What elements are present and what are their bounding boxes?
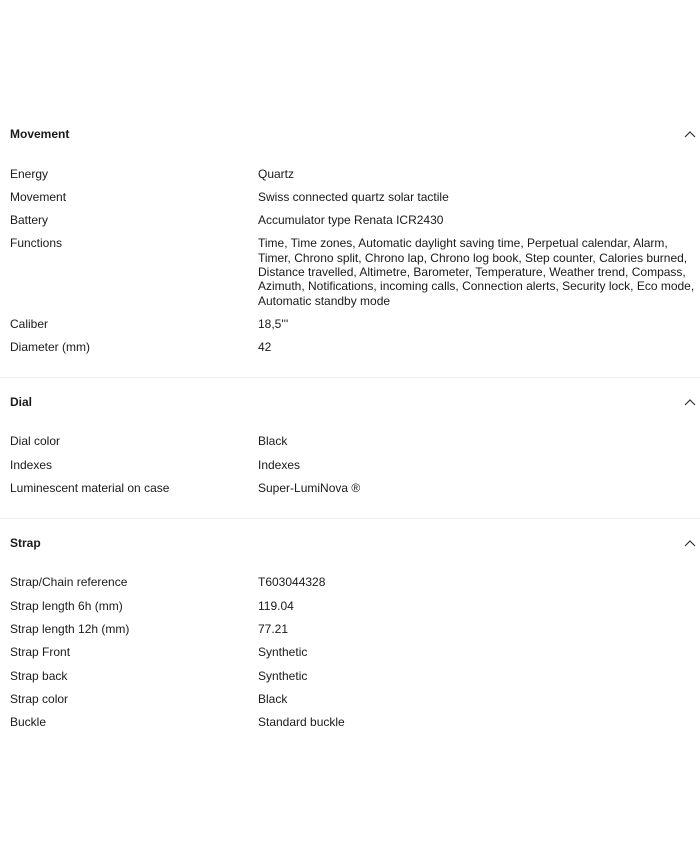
spec-row [0,185,700,208]
spec-row [0,430,700,453]
spec-value: Swiss connected quartz solar tactile [258,189,449,204]
spec-row [0,232,700,312]
spec-row [0,617,700,640]
chevron-up-icon[interactable] [680,539,700,547]
section-title: Dial [10,394,33,409]
spec-value: 77.21 [258,621,289,636]
spec-label: Buckle [10,715,47,730]
section-movement [0,110,700,378]
spec-row [0,571,700,594]
section-dial [0,378,700,519]
spec-label: Energy [10,166,49,181]
spec-label: Strap/Chain reference [10,575,128,590]
spec-label: Functions [10,236,63,251]
spec-label: Luminescent material on case [10,481,170,496]
spec-value: Standard buckle [258,715,345,730]
spec-label: Strap length 12h (mm) [10,621,130,636]
spec-value: 42 [258,340,272,355]
spec-value: Accumulator type Renata ICR2430 [258,213,444,228]
chevron-up-icon[interactable] [680,130,700,138]
spec-value: Synthetic [258,668,308,683]
spec-value: Synthetic [258,645,308,660]
spec-value: 18,5''' [258,316,289,331]
spec-label: Dial color [10,434,61,449]
section-title: Movement [10,127,70,141]
spec-value: Quartz [258,166,295,181]
spec-value: Black [258,434,288,449]
spec-row [0,664,700,687]
spec-value: Black [258,691,288,706]
spec-row [0,641,700,664]
spec-row [0,336,700,359]
spec-value: Super-LumiNova ® [258,481,361,496]
spec-label: Battery [10,213,49,228]
spec-row [0,209,700,232]
section-strap [0,519,700,752]
spec-row [0,594,700,617]
chevron-up-icon[interactable] [680,398,700,406]
spec-label: Movement [10,189,67,204]
spec-label: Diameter (mm) [10,340,90,355]
spec-row [0,312,700,335]
spec-value: T603044328 [258,575,326,590]
spec-row [0,453,700,476]
section-header-toggle[interactable] [0,120,700,148]
spec-value: Time, Time zones, Automatic daylight saving time, Perpetual calendar, Alarm, Timer, Chrono split, Chrono lap, Chrono log book, Step counter, Calories burned, Distance travelled, Altimetre, Barometer, Temperature, Weather trend, Compass, Azimuth, Notifications, incoming calls, Connection alerts, Security lock, Eco mode, Automatic standby mode [258,236,695,308]
spec-label: Caliber [10,316,49,331]
section-header-toggle[interactable] [0,388,700,416]
spec-row [0,687,700,710]
spec-value: 119.04 [258,598,294,613]
spec-value: Indexes [258,457,301,472]
section-header-toggle[interactable] [0,529,700,557]
spec-label: Strap back [10,668,68,683]
section-title: Strap [10,535,41,550]
spec-label: Strap color [10,691,69,706]
spec-label: Strap length 6h (mm) [10,598,123,613]
spec-row [0,162,700,185]
spec-row [0,711,700,734]
spec-label: Strap Front [10,645,71,660]
spec-row [0,477,700,500]
spec-label: Indexes [10,457,53,472]
